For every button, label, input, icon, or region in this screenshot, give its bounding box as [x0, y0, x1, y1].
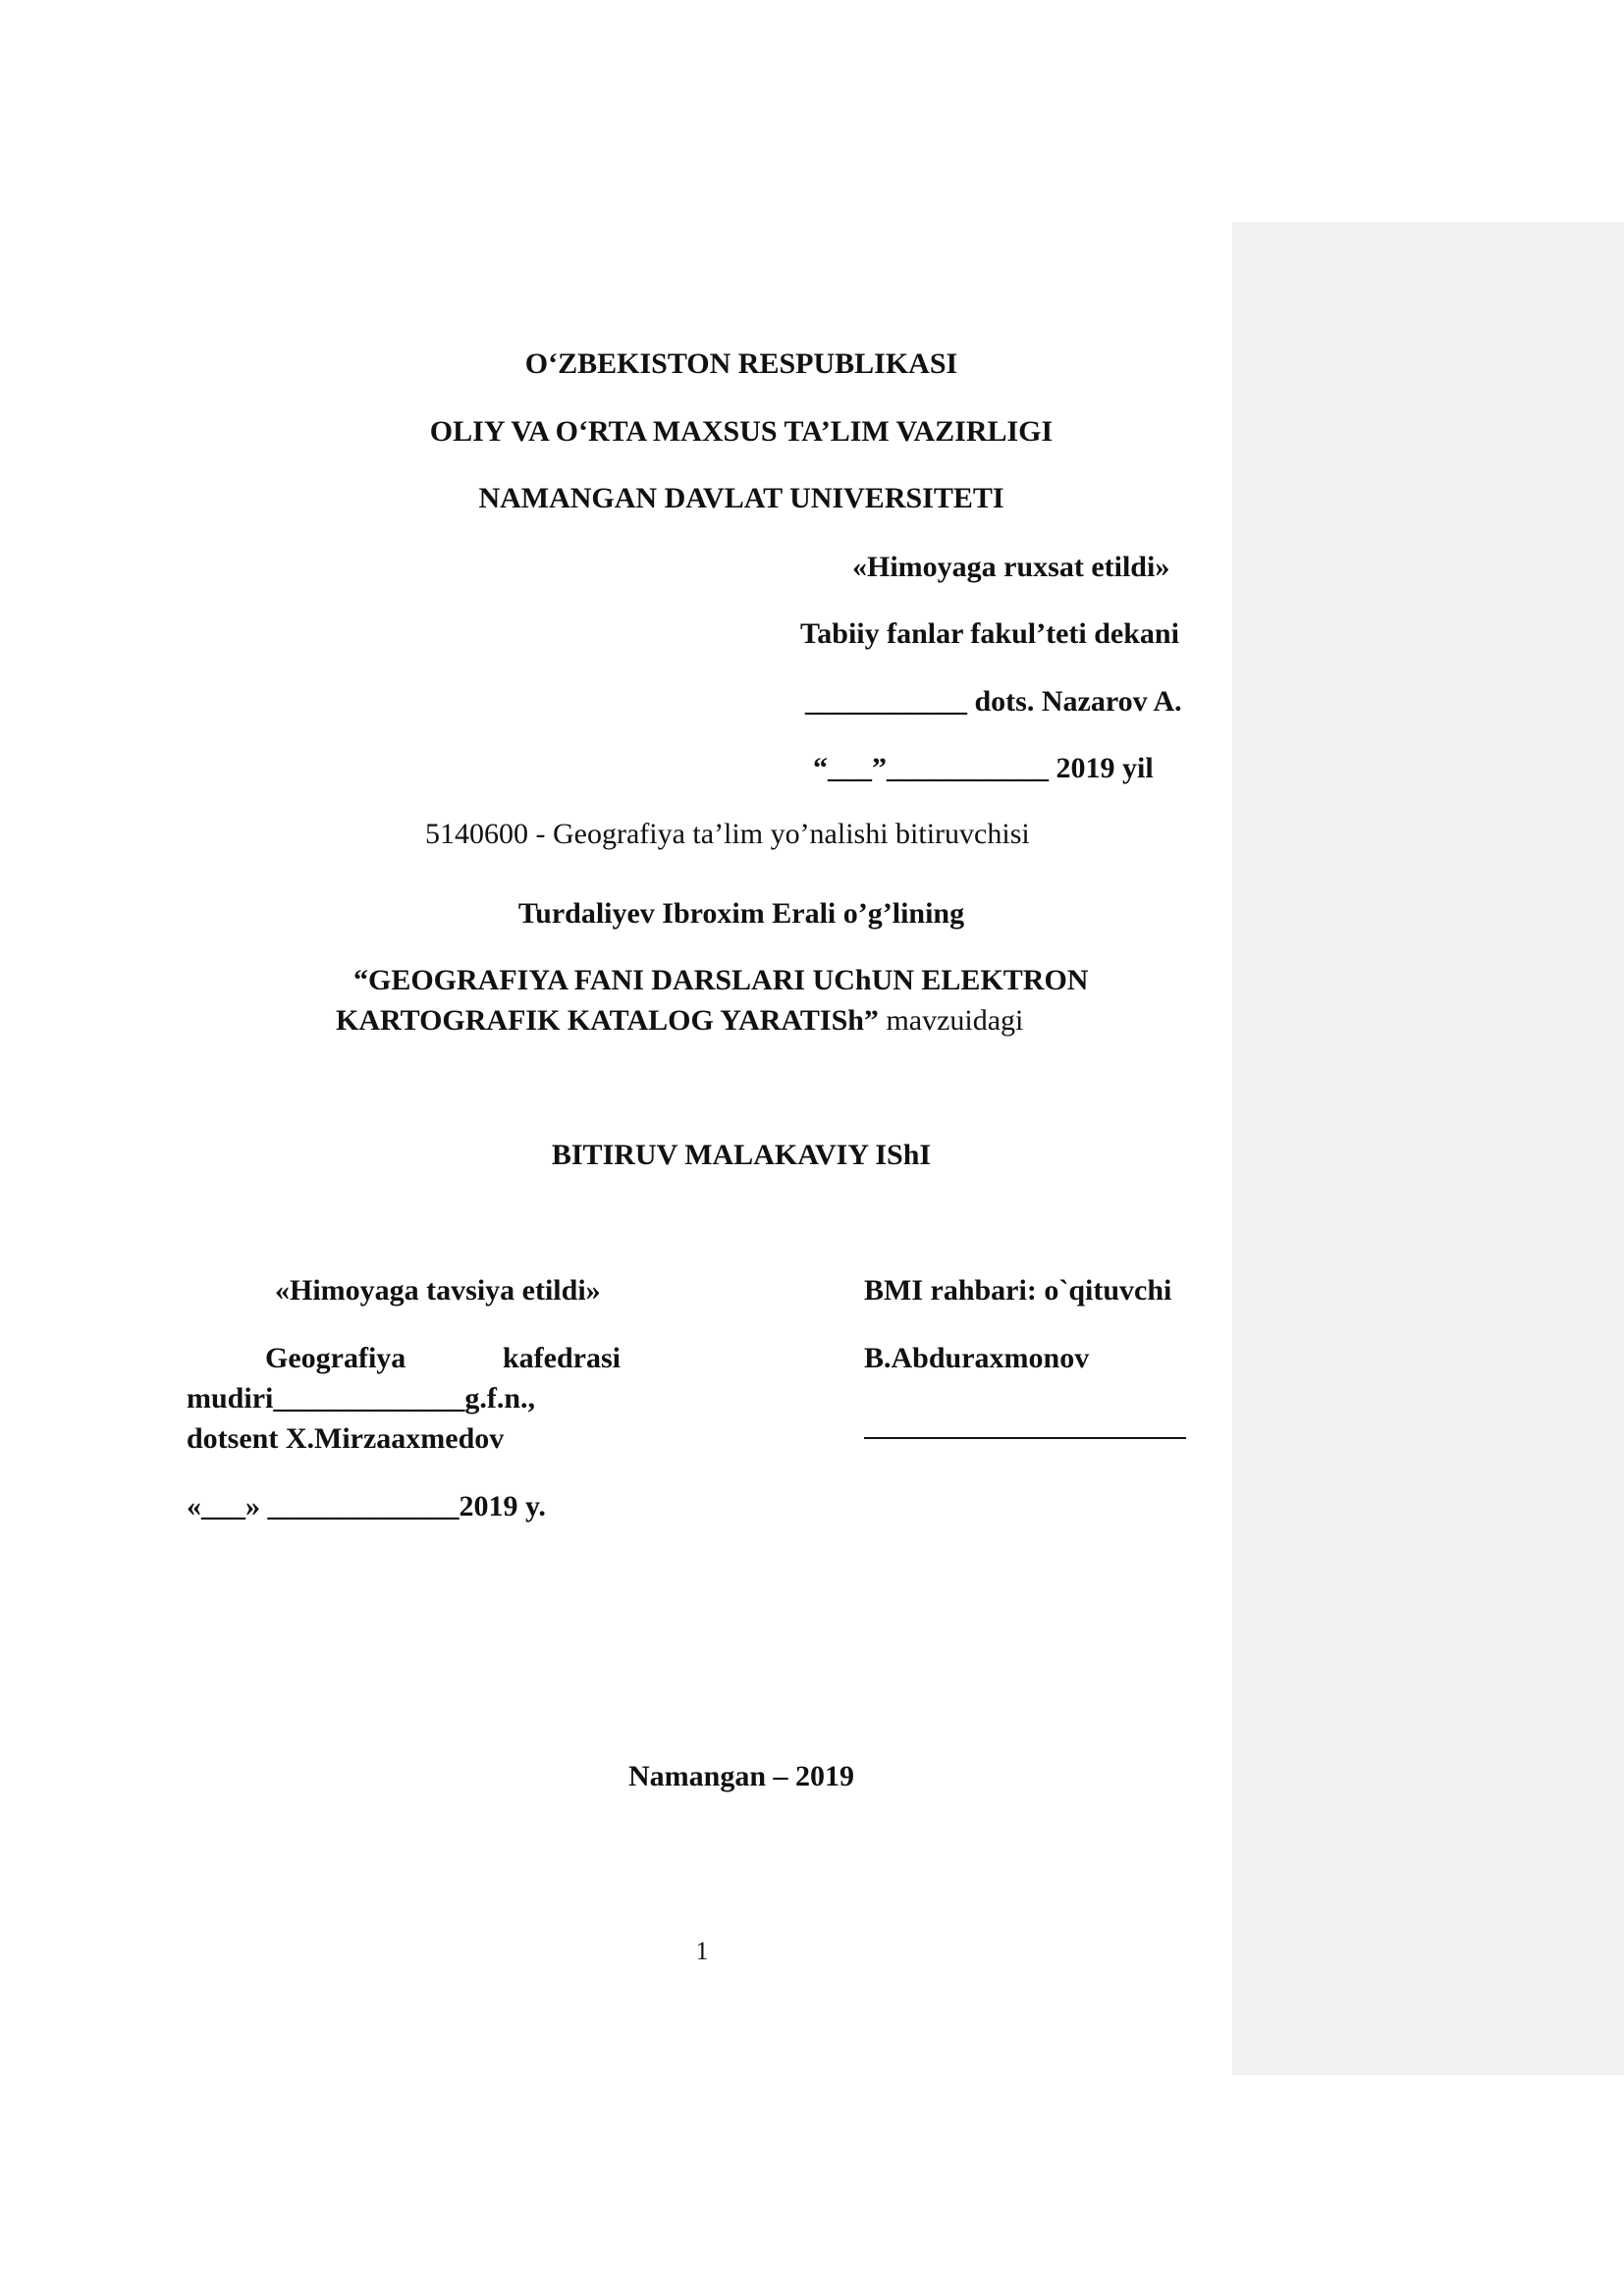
- work-type-title: BITIRUV MALAKAVIY IShI: [551, 1139, 932, 1171]
- approval-date: “___”___________ 2019 yil: [813, 752, 1154, 784]
- topic-line-2: [336, 1003, 1023, 1039]
- department-head-line: mudiri_____________g.f.n.,: [187, 1382, 536, 1415]
- student-name: Turdaliyev Ibroxim Erali o’g’lining: [517, 897, 965, 930]
- university-title: NAMANGAN DAVLAT UNIVERSITETI: [478, 482, 1004, 514]
- department-word-2: kafedrasi: [503, 1342, 621, 1374]
- topic-line-1: “GEOGRAFIYA FANI DARSLARI UChUN ELEKTRON: [353, 964, 1089, 996]
- student-program: 5140600 - Geografiya ta’lim yo’nalishi bitiruvchisi: [425, 818, 1030, 850]
- ministry-title: OLIY VA O‘RTA MAXSUS TA’LIM VAZIRLIGI: [429, 415, 1054, 448]
- supervisor-name: B.Abduraxmonov: [864, 1342, 1090, 1374]
- supervisor-heading: BMI rahbari: o`qituvchi: [864, 1274, 1172, 1307]
- approval-position: Tabiiy fanlar fakul’teti dekani: [800, 617, 1179, 650]
- approval-heading: «Himoyaga ruxsat etildi»: [852, 551, 1170, 583]
- topic-title-end: KARTOGRAFIK KATALOG YARATISh”: [336, 1004, 879, 1037]
- topic-suffix: mavzuidagi: [878, 1004, 1024, 1037]
- recommendation-heading: «Himoyaga tavsiya etildi»: [275, 1274, 601, 1307]
- approval-signer: ___________ dots. Nazarov A.: [805, 685, 1182, 718]
- page-number: 1: [695, 1937, 709, 1965]
- place-year: Namangan – 2019: [627, 1760, 855, 1792]
- supervisor-signature-line: [864, 1437, 1186, 1439]
- department-docent: dotsent X.Mirzaaxmedov: [187, 1422, 505, 1455]
- department-word: Geografiya: [265, 1342, 406, 1374]
- recommendation-date: «___» _____________2019 y.: [187, 1490, 546, 1522]
- republic-title: O‘ZBEKISTON RESPUBLIKASI: [524, 347, 958, 380]
